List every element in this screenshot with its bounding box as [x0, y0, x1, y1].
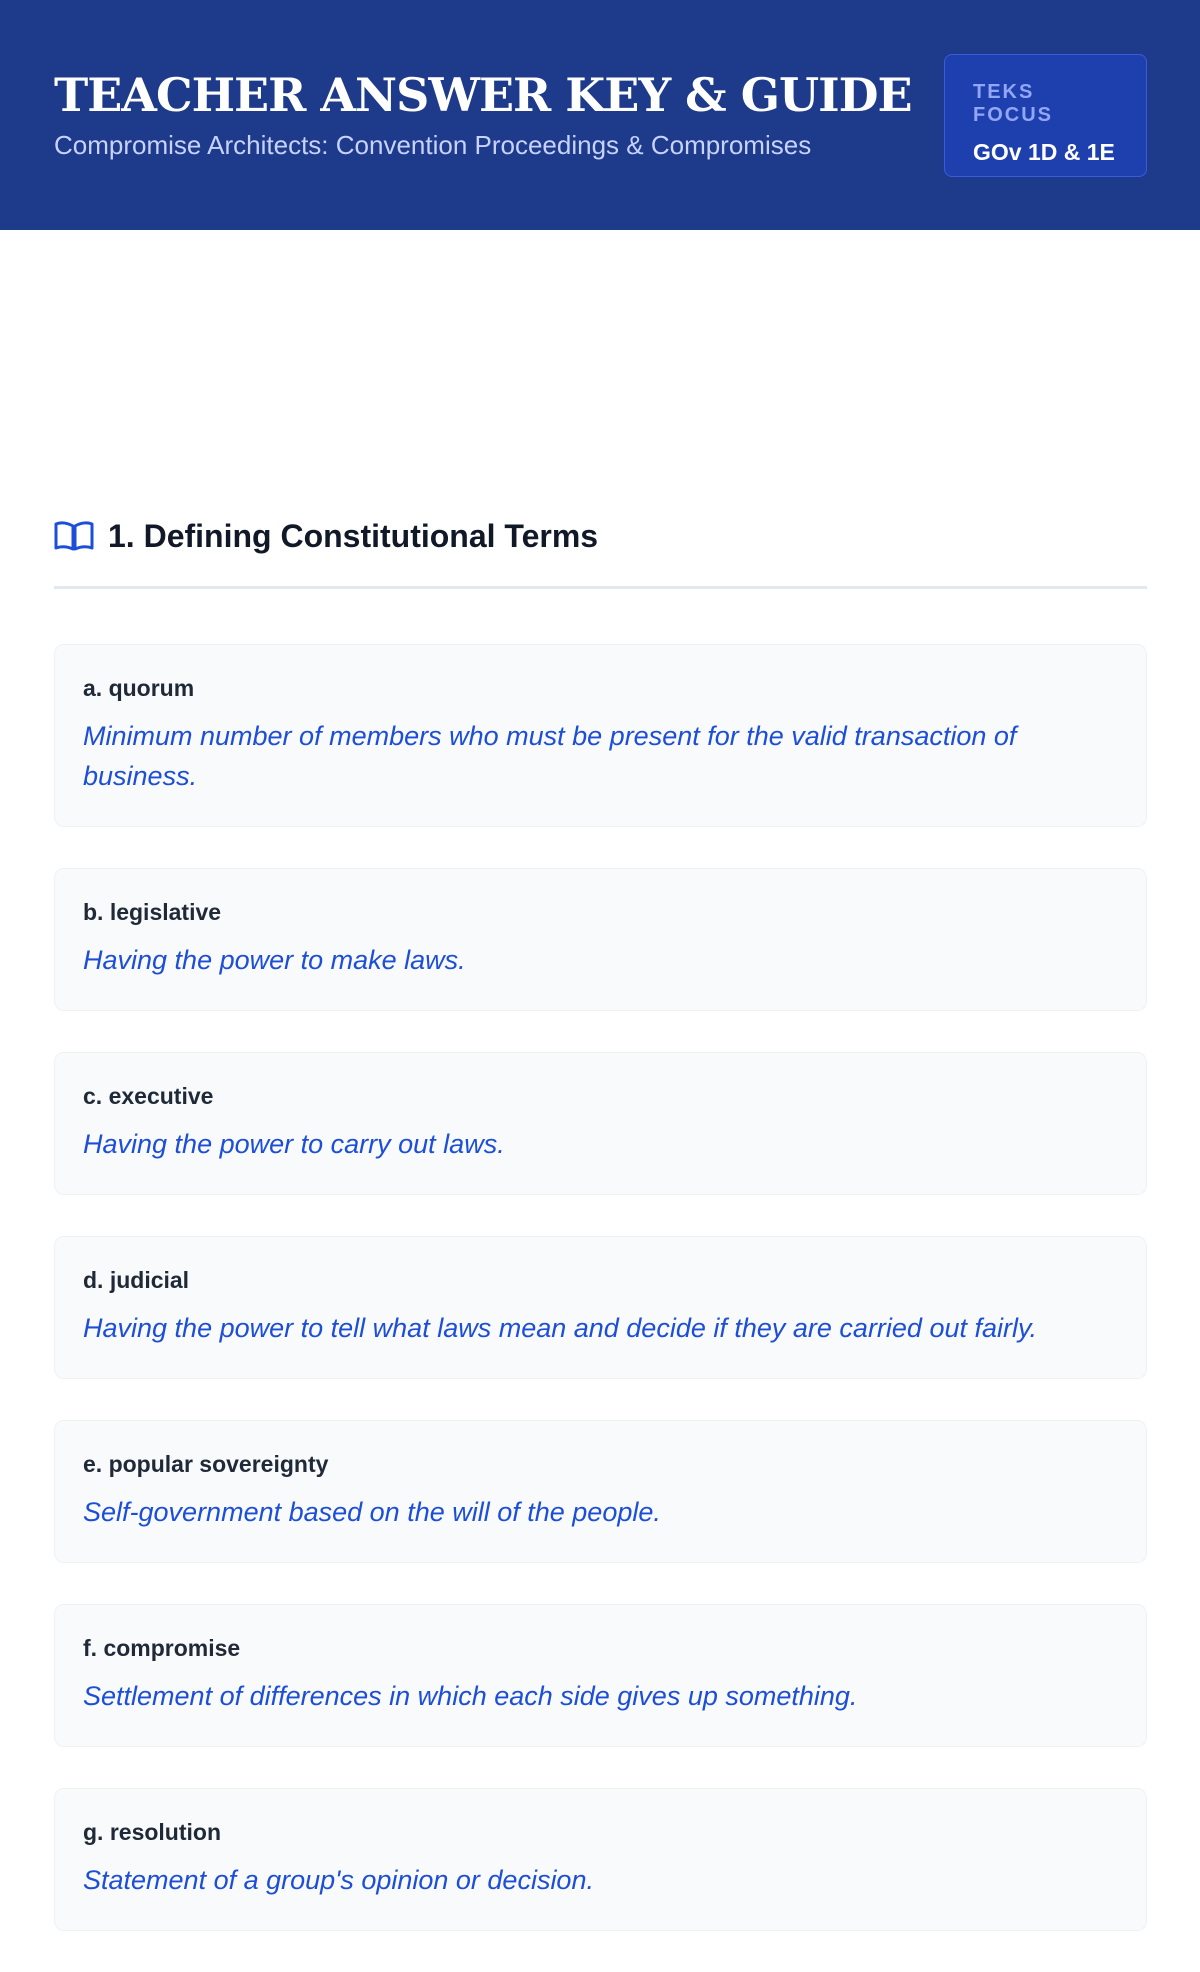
section-title: 1. Defining Constitutional Terms: [108, 518, 599, 554]
term-label: a. quorum: [83, 675, 195, 701]
term-card-resolution: [54, 1788, 1147, 1931]
teks-focus-badge: [944, 54, 1147, 177]
term-definition: Self-government based on the will of the people.: [83, 1497, 661, 1527]
term-card-popular-sovereignty: [54, 1420, 1147, 1563]
book-open-icon: [54, 520, 94, 554]
term-definition: Having the power to make laws.: [83, 945, 466, 975]
term-label: d. judicial: [83, 1267, 190, 1293]
term-definition: Having the power to carry out laws.: [83, 1129, 505, 1159]
term-card-executive: [54, 1052, 1147, 1195]
term-list: [54, 644, 1147, 1972]
term-definition: Settlement of differences in which each side gives up something.: [83, 1681, 858, 1711]
term-card-quorum: [54, 644, 1147, 827]
term-card-judicial: [54, 1236, 1147, 1379]
term-card-legislative: [54, 868, 1147, 1011]
term-label: b. legislative: [83, 899, 222, 925]
page-title: TEACHER ANSWER KEY & GUIDE: [54, 68, 912, 122]
term-card-compromise: [54, 1604, 1147, 1747]
term-label: c. executive: [83, 1083, 214, 1109]
section-heading: [54, 518, 598, 555]
term-definition: Having the power to tell what laws mean and decide if they are carried out fairly.: [83, 1313, 1037, 1343]
term-definition: Minimum number of members who must be present for the valid transaction of business.: [83, 721, 1017, 791]
section-divider: [54, 586, 1147, 589]
teks-focus-value: GOv 1D & 1E: [973, 139, 1115, 165]
term-label: f. compromise: [83, 1635, 241, 1661]
page-header: [0, 0, 1200, 230]
term-label: g. resolution: [83, 1819, 221, 1845]
teks-focus-label: TEKS FOCUS: [973, 81, 1053, 126]
term-definition: Statement of a group's opinion or decision.: [83, 1865, 594, 1895]
term-label: e. popular sovereignty: [83, 1451, 329, 1477]
page-subtitle: Compromise Architects: Convention Proceedings & Compromises: [54, 130, 812, 160]
